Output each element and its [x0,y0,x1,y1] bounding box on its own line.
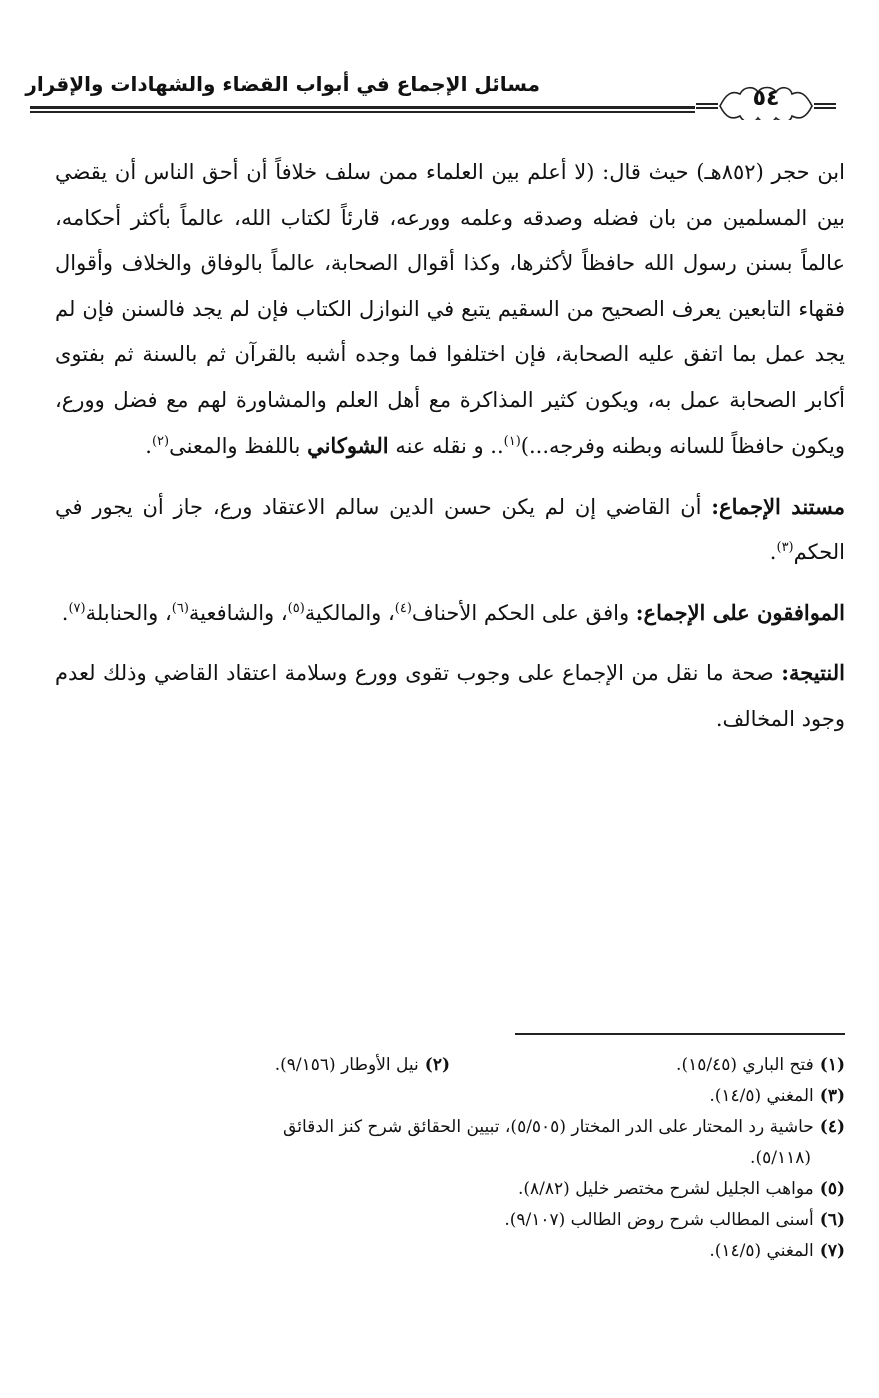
paragraph-text: . [145,434,152,458]
footnote-ref: (٧) [68,600,86,616]
page-number: ٥٤ [752,86,780,111]
footnote-text: أسنى المطالب شرح روض الطالب (٩/١٠٧). [504,1210,814,1230]
footnote-number: (٧) [819,1241,845,1261]
footnote-number: (٥) [819,1179,845,1199]
footnote-ref: (٦) [171,600,189,616]
paragraph-text: صحة ما نقل من الإجماع على وجوب تقوى وورع وسلامة اعتقاد القاضي وذلك لعدم وجود المخالف. [55,661,845,731]
footnote-4-continuation: (٥/١١٨). [750,1148,811,1168]
footnote-text: حاشية رد المحتار على الدر المختار (٥/٥٠٥)، تبيين الحقائق شرح كنز الدقائق [283,1117,814,1137]
paragraph-result [55,650,845,742]
page-header [25,70,845,130]
footnote-number: (٢) [424,1055,450,1075]
footnote-ref: (١) [503,434,521,449]
footnote-row [55,1050,845,1081]
footnote-1 [450,1050,845,1081]
scholar-name: الشوكاني [307,433,389,458]
footnote-3 [55,1081,845,1112]
section-label: الموافقون على الإجماع: [635,599,845,625]
footnote-5 [55,1174,845,1205]
paragraph-text: باللفظ والمعنى [169,434,308,458]
footnote-2 [55,1050,450,1081]
running-title: مسائل الإجماع في أبواب القضاء والشهادات والإقرار [25,72,540,96]
paragraph-text: ، والشافعية [188,600,288,625]
main-text [55,150,845,742]
paragraph-basis [55,484,845,576]
paragraph-agreement [55,590,845,637]
header-rule [30,106,695,116]
paragraph-text: . [61,600,69,625]
footnote-number: (٦) [819,1210,845,1230]
section-label: النتيجة: [781,660,845,685]
footnote-ref: (٤) [394,600,412,616]
footnote-4 [55,1112,845,1143]
footnote-ref: (٢) [151,434,170,449]
paragraph-text: أن القاضي إن لم يكن حسن الدين سالم الاعتقاد ورع، جاز أن يجور في الحكم [55,494,845,564]
footnote-text: المغني (١٤/٥). [709,1241,814,1261]
footnote-text: المغني (١٤/٥). [709,1086,814,1106]
footnote-number: (١) [819,1055,845,1075]
footnote-6 [55,1205,845,1236]
section-label: مستند الإجماع: [711,493,845,519]
footnote-text: نيل الأوطار (٩/١٥٦). [274,1055,419,1075]
quote-text: ابن حجر (٨٥٢هـ) حيث قال: (لا أعلم بين العلماء ممن سلف خلافاً أن أحق الناس أن يقضي بين المسلمين من بان فضله وصدقه وعلمه وورعه، قارئاً لكتاب الله، عالماً بأكثر أحكامه، عالماً بسنن رسول الله حافظاً لأكثرها، وكذا أقوال الصحابة، عالماً بالوفاق والخلاف وأقوال فقهاء التابعين يعرف الصحيح من السقيم يتبع في النوازل الكتاب فإن لم يجد فالسنن فإن لم يجد عمل بما اتفق عليه الصحابة، فإن اختلفوا فما وجده أشبه بالقرآن ثم بالسنة ثم بفتوى أكابر الصحابة عمل به، ويكون كثير المذاكرة مع أهل العلم والمشاورة لهم مع فضل وورع، ويكون حافظاً للسانه وبطنه وفرجه...) [55,160,845,458]
paragraph-text: وافق على الحكم الأحناف [411,600,636,625]
page-number-ornament [696,82,836,120]
paragraph-text: .. و نقله عنه [388,434,504,458]
footnote-text: فتح الباري (١٥/٤٥). [676,1055,814,1075]
footnote-number: (٣) [819,1086,845,1106]
paragraph-text: ، والحنابلة [85,600,172,625]
paragraph-text: ، والمالكية [304,600,395,625]
footnote-ref: (٣) [776,540,794,555]
paragraph-quote [55,150,845,470]
footnotes [55,1050,845,1267]
footnote-ref: (٥) [287,600,305,616]
footnote-7 [55,1236,845,1267]
paragraph-text: . [769,540,777,564]
footnote-number: (٤) [819,1117,845,1137]
footnote-text: مواهب الجليل لشرح مختصر خليل (٨/٨٢). [517,1179,814,1199]
footnote-separator [515,1033,845,1035]
